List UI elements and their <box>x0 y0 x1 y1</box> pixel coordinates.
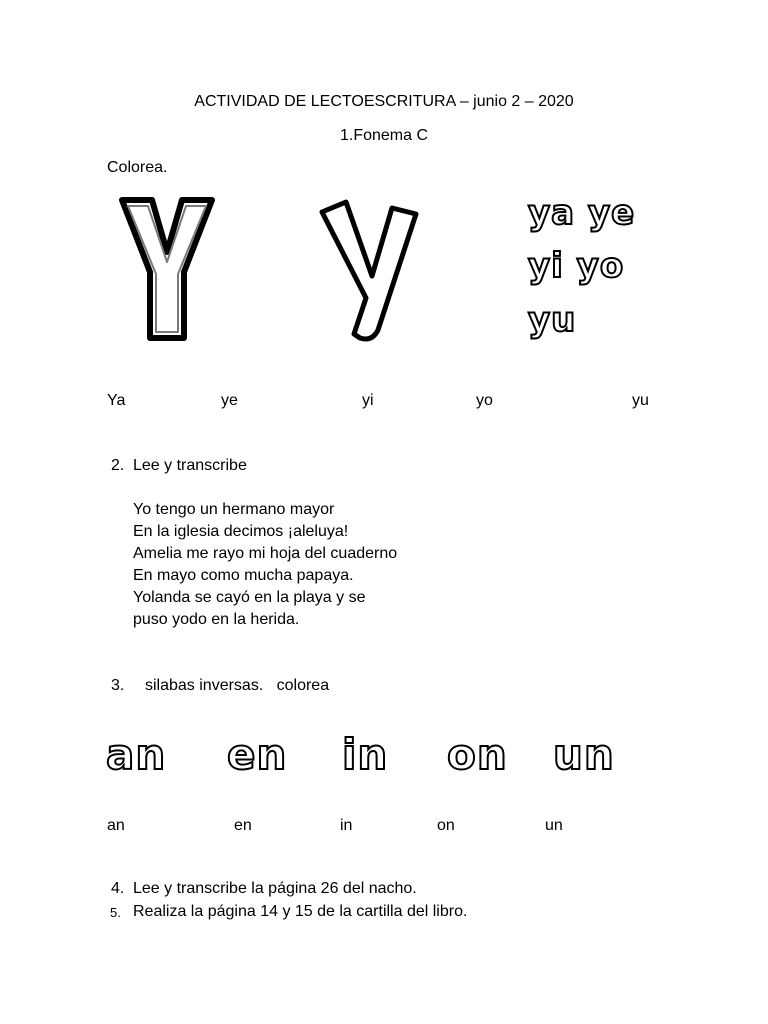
section3-number: 3. <box>111 677 125 694</box>
outline-syllable-in: in <box>342 730 389 779</box>
section2-number: 2. <box>111 457 125 474</box>
section2-instruction: Lee y transcribe <box>133 457 247 474</box>
uppercase-y-outline <box>122 200 212 338</box>
poem-line: puso yodo en la herida. <box>133 611 300 628</box>
task5-number: 5. <box>110 905 121 920</box>
syllable-in: in <box>340 817 353 834</box>
outline-syllables-row2: yi yo <box>528 246 625 286</box>
task4-number: 4. <box>111 880 125 897</box>
syllable-yo: yo <box>476 392 493 409</box>
syllable-ye: ye <box>221 392 238 409</box>
task4-text: Lee y transcribe la página 26 del nacho. <box>133 880 417 897</box>
outline-syllable-un: un <box>553 730 615 779</box>
syllable-ya: Ya <box>107 392 126 409</box>
outline-syllable-on: on <box>447 730 508 779</box>
section3-instruction: silabas inversas. colorea <box>145 677 330 694</box>
syllable-yu: yu <box>632 392 649 409</box>
poem-line: Yolanda se cayó en la playa y se <box>133 589 366 606</box>
outline-syllables-row1: ya ye <box>528 193 636 233</box>
syllable-on: on <box>437 817 455 834</box>
outline-syllable-en: en <box>227 730 288 779</box>
page-title: ACTIVIDAD DE LECTOESCRITURA – junio 2 – 2020 <box>194 93 574 110</box>
poem-line: Yo tengo un hermano mayor <box>133 501 335 518</box>
poem-line: Amelia me rayo mi hoja del cuaderno <box>133 545 398 562</box>
task5-text: Realiza la página 14 y 15 de la cartilla del libro. <box>133 903 468 920</box>
poem-line: En la iglesia decimos ¡aleluya! <box>133 523 349 540</box>
lowercase-y-outline <box>322 202 416 339</box>
colorea-instruction: Colorea. <box>107 159 168 176</box>
syllable-yi: yi <box>362 392 374 409</box>
syllable-un: un <box>545 817 563 834</box>
outline-syllable-an: an <box>106 730 167 779</box>
page-subtitle: 1.Fonema C <box>339 127 429 144</box>
poem-line: En mayo como mucha papaya. <box>133 567 354 584</box>
outline-syllables-row3: yu <box>528 300 577 340</box>
syllable-en: en <box>234 817 252 834</box>
syllable-an: an <box>107 817 125 834</box>
